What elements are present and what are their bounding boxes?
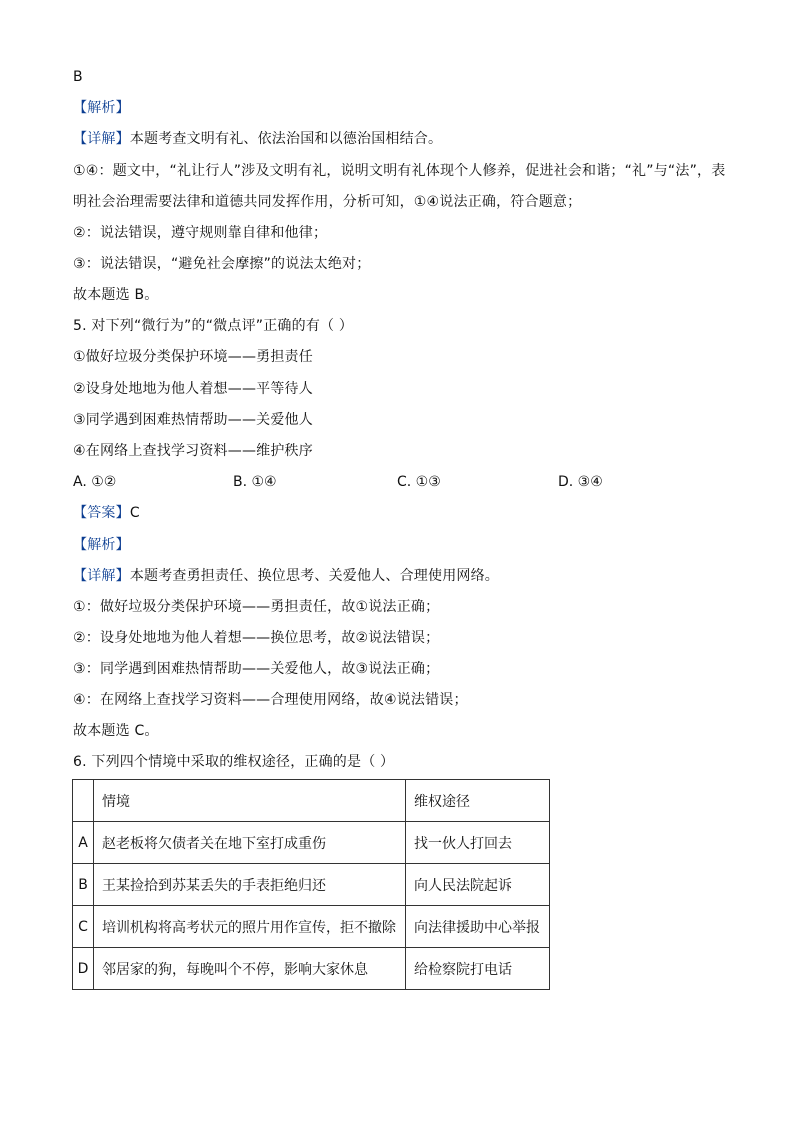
q4-line-1: ①④：题文中，“礼让行人”涉及文明有礼，说明文明有礼体现个人修养，促进社会和谐；“礼”与“法”，表 [73,163,726,179]
q4-detail-intro: 本题考查文明有礼、依法治国和以德治国相结合。 [129,131,443,147]
table-cell-scenario: 赵老板将欠债者关在地下室打成重伤 [94,822,406,864]
q6-stem: 6. 下列四个情境中采取的维权途径，正确的是（ ） [73,754,395,770]
q5-answer-label: 【答案】 [73,505,130,521]
q4-detail [73,129,442,149]
q5-line-2: ②：设身处地地为他人着想——换位思考，故②说法错误； [73,630,440,646]
table-header-cell: 情境 [94,780,406,822]
q5-conclusion: 故本题选 C。 [73,723,159,739]
q5-line-4: ④：在网络上查找学习资料——合理使用网络，故④说法错误； [73,692,468,708]
table-row [73,864,550,906]
q4-line-2: 明社会治理需要法律和道德共同发挥作用，分析可知，①④说法正确，符合题意； [73,194,582,210]
q4-detail-label: 【详解】 [73,131,130,147]
q5-item-3: ③同学遇到困难热情帮助——关爱他人 [73,412,313,428]
q4-answer: B [73,69,83,85]
q5-stem: 5. 对下列“微行为”的“微点评”正确的有（ ） [73,318,354,334]
table-cell-label: D [73,948,94,990]
q5-option-a: A. ①② [73,474,117,490]
table-cell-remedy: 给检察院打电话 [406,948,550,990]
q5-detail-intro: 本题考查勇担责任、换位思考、关爱他人、合理使用网络。 [129,568,500,584]
table-cell-remedy: 向人民法院起诉 [406,864,550,906]
q5-option-d: D. ③④ [558,474,603,490]
q5-line-3: ③：同学遇到困难热情帮助——关爱他人，故③说法正确； [73,661,440,677]
table-cell-scenario: 邻居家的狗，每晚叫个不停，影响大家休息 [94,948,406,990]
q5-item-2: ②设身处地地为他人着想——平等待人 [73,381,313,397]
table-header-cell: 维权途径 [406,780,550,822]
table-row [73,948,550,990]
q5-answer-value: C [129,505,140,521]
q5-item-4: ④在网络上查找学习资料——维护秩序 [73,443,313,459]
q6-table [72,779,550,990]
table-header-row [73,780,550,822]
q4-analysis-label: 【解析】 [73,100,130,116]
q4-line-4: ③：说法错误，“避免社会摩擦”的说法太绝对； [73,256,371,272]
table-cell-label: C [73,906,94,948]
q4-conclusion: 故本题选 B。 [73,287,159,303]
table-cell-remedy: 找一伙人打回去 [406,822,550,864]
q5-detail-label: 【详解】 [73,568,130,584]
q4-line-3: ②：说法错误，遵守规则靠自律和他律； [73,225,328,241]
q5-line-1: ①：做好垃圾分类保护环境——勇担责任，故①说法正确； [73,599,440,615]
q5-answer [73,503,140,523]
table-header-cell [73,780,94,822]
q5-option-c: C. ①③ [397,474,441,490]
table-row [73,906,550,948]
table-cell-remedy: 向法律援助中心举报 [406,906,550,948]
q5-option-b: B. ①④ [233,474,277,490]
table-cell-label: A [73,822,94,864]
table-row [73,822,550,864]
table-cell-scenario: 王某捡拾到苏某丢失的手表拒绝归还 [94,864,406,906]
q5-item-1: ①做好垃圾分类保护环境——勇担责任 [73,349,313,365]
table-cell-scenario: 培训机构将高考状元的照片用作宣传，拒不撤除 [94,906,406,948]
table-cell-label: B [73,864,94,906]
q5-detail [73,566,499,586]
q5-analysis-label: 【解析】 [73,537,130,553]
